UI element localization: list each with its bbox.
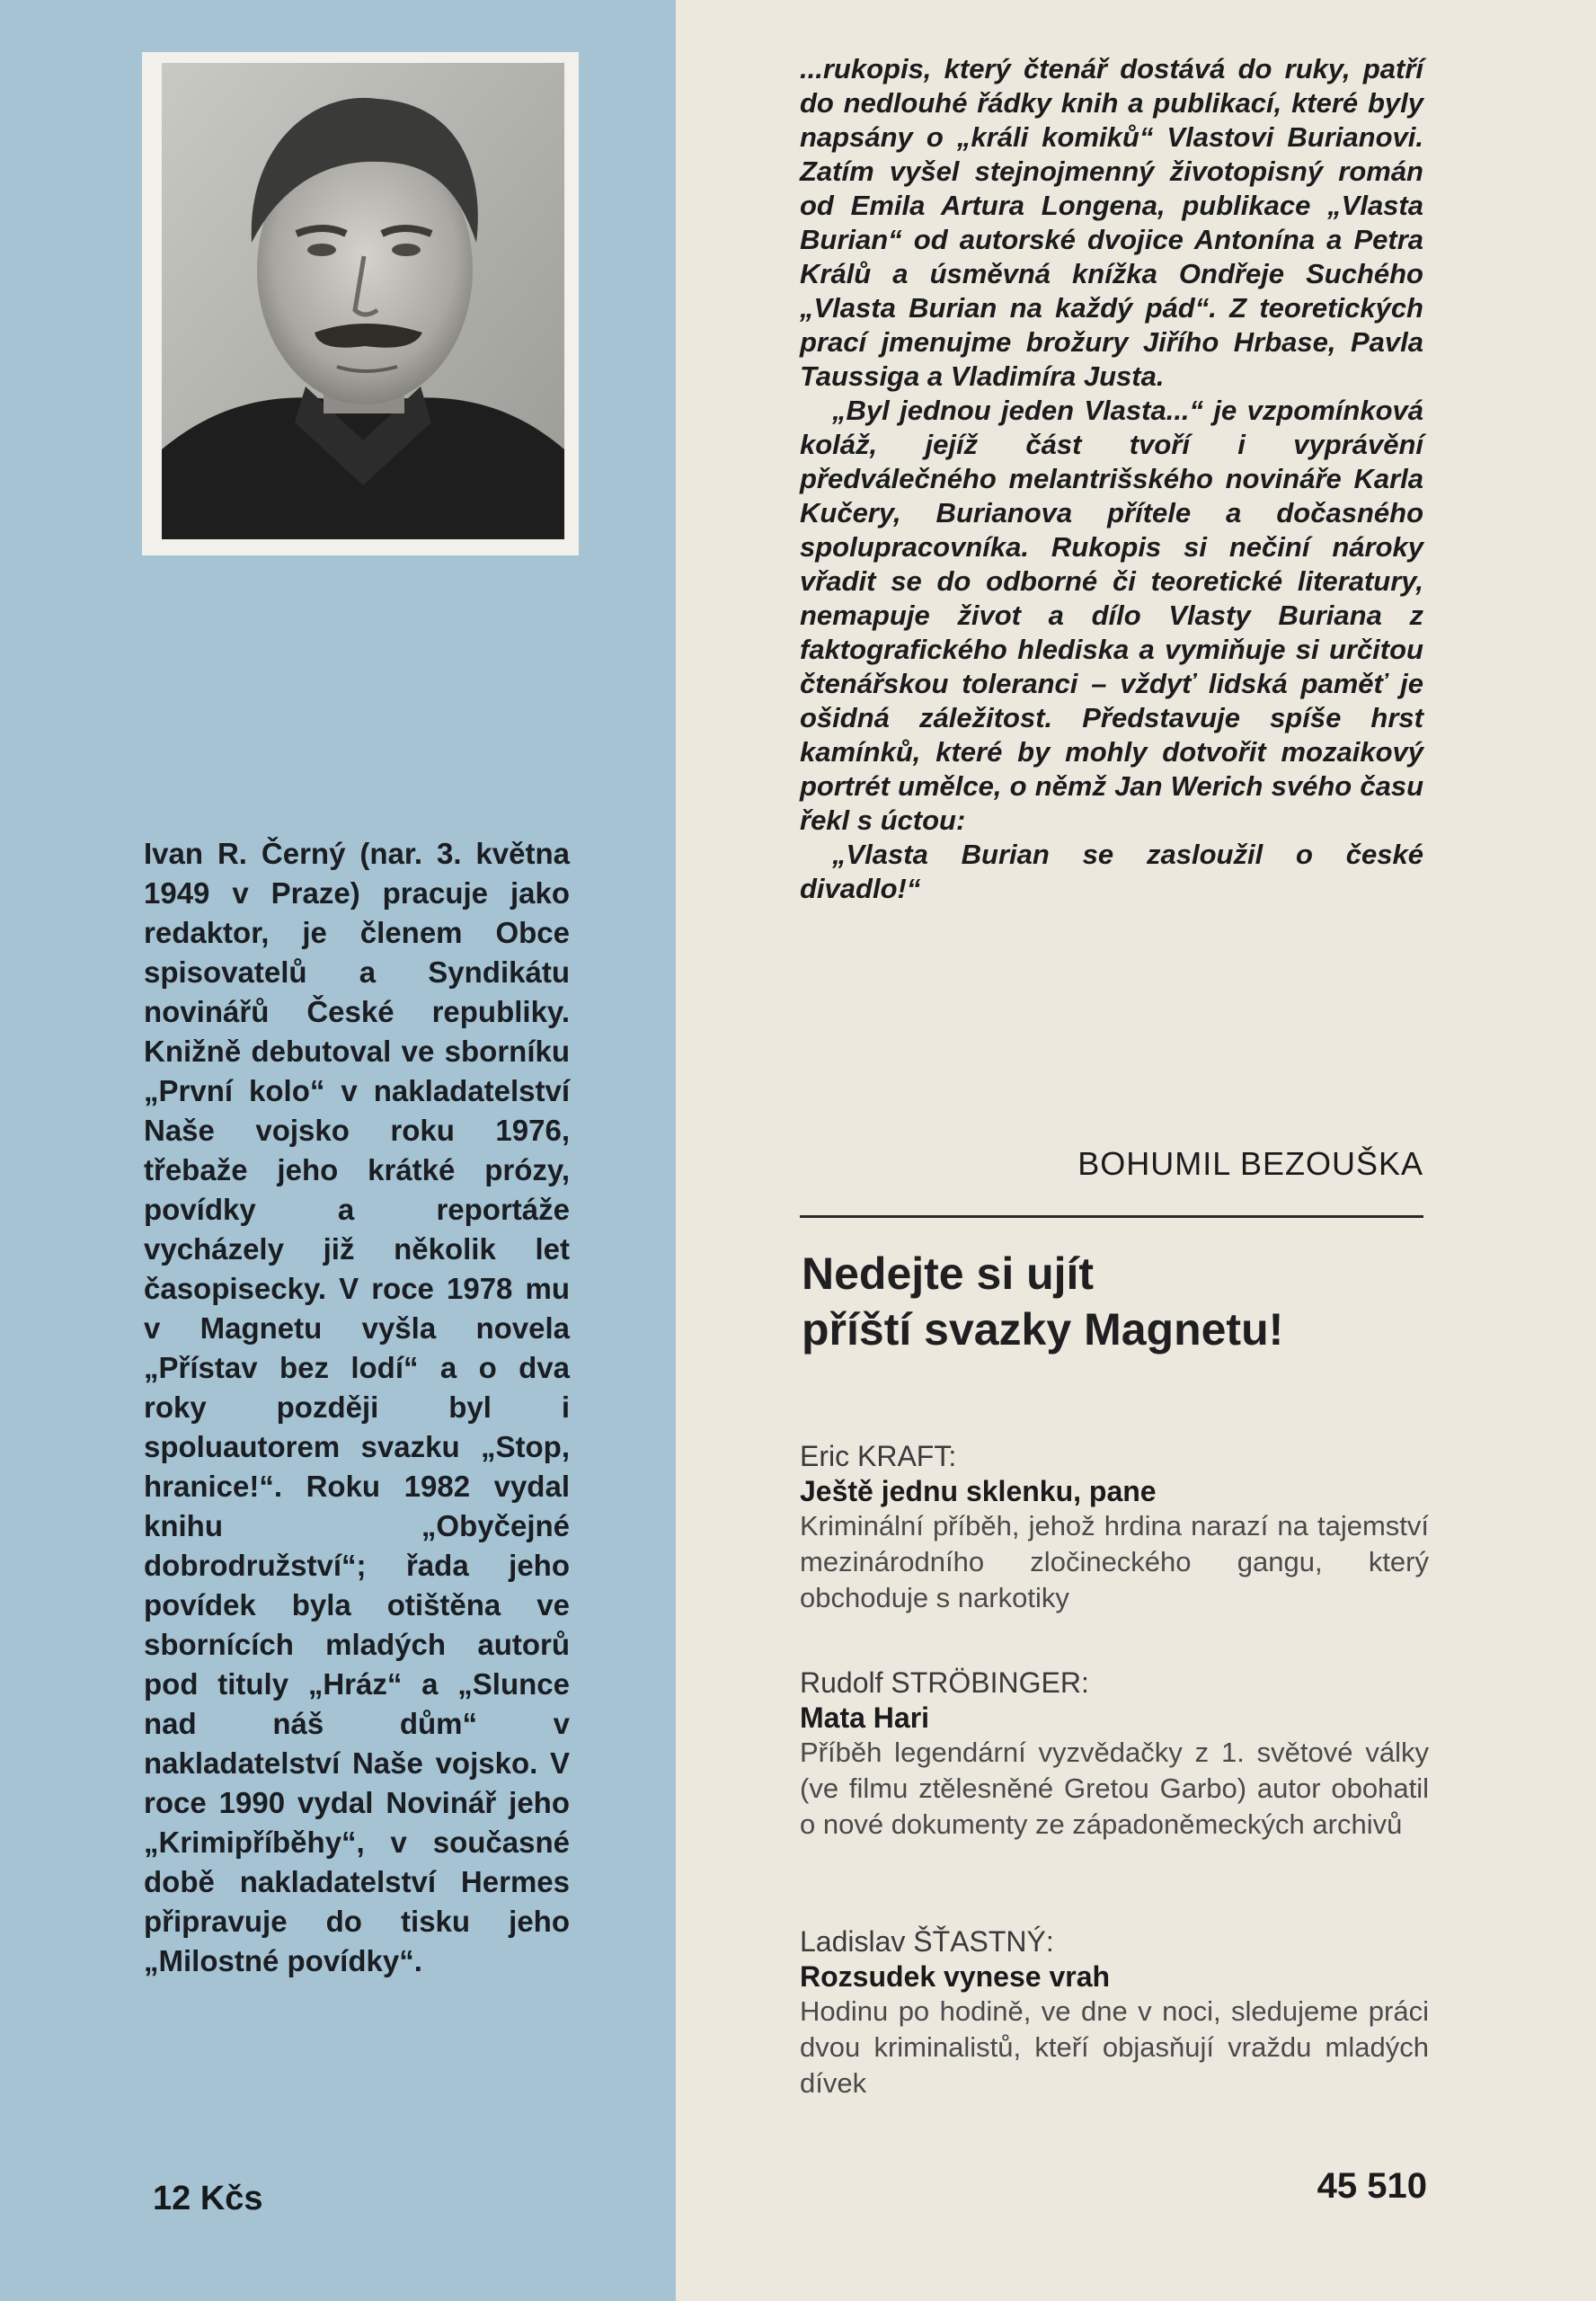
promo-heading-line-2: příští svazky Magnetu! — [802, 1304, 1284, 1355]
book-description: Hodinu po hodině, ve dne v noci, sledujeme práci dvou kriminalistů, kteří objasňují vraždu mladých dívek — [800, 1995, 1429, 2099]
section-divider — [800, 1215, 1423, 1218]
review-paragraph-1: ...rukopis, který čtenář dostává do ruky, patří do nedlouhé řádky knih a publikací, které byly napsány o „králi komiků“ Vlastovi Burianovi. Zatím vyšel stejnojmenný životopisný román od Emila Artura Longena, publikace „Vlasta Burian“ od autorské dvojice Antonína a Petra Králů a úsměvná knížka Ondřeje Suchého „Vlasta Burian na každý pád“. Z teoretických prací jmenujme brožury Jiřího Hrbase, Pavla Taussiga a Vladimíra Justa. — [800, 53, 1423, 392]
book-author: Rudolf STRÖBINGER: — [800, 1666, 1089, 1699]
book-author: Eric KRAFT: — [800, 1440, 957, 1472]
book-description: Kriminální příběh, jehož hrdina narazí na tajemství mezinárodního zločineckého gangu, který obchoduje s narkotiky — [800, 1510, 1429, 1613]
stock-number: 45 510 — [1317, 2166, 1427, 2206]
book-description: Příběh legendární vyzvědačky z 1. světové války (ve filmu ztělesněné Gretou Garbo) autor obohatil o nové dokumenty ze západoněmeckých archivů — [800, 1737, 1429, 1840]
book-title: Ještě jednu sklenku, pane — [800, 1475, 1157, 1507]
book-entry-kraft — [800, 1438, 1429, 1616]
book-title: Mata Hari — [800, 1701, 930, 1734]
review-quote: „Vlasta Burian se zasloužil o české divadlo!“ — [800, 839, 1423, 904]
promo-heading-line-1: Nedejte si ujít — [802, 1248, 1095, 1299]
price-label: 12 Kčs — [153, 2180, 263, 2217]
review-text — [800, 52, 1423, 906]
book-entry-stastny — [800, 1923, 1429, 2101]
review-paragraph-2: „Byl jednou jeden Vlasta...“ je vzpomínková koláž, jejíž část tvoří i vyprávění předválečného melantrišského novináře Karla Kučery, Burianova přítele a dočasného spolupracovníka. Rukopis si nečiní nároky vřadit se do odborné či teoretické literatury, nemapuje život a dílo Vlasty Buriana z faktografického hlediska a vymiňuje si určitou čtenářskou toleranci – vždyť lidská paměť je ošidná záležitost. Představuje spíše hrst kamínků, které by mohly dotvořit mozaikový portrét umělce, o němž Jan Werich svého času řekl s úctou: — [800, 395, 1423, 836]
book-author: Ladislav ŠŤASTNÝ: — [800, 1925, 1054, 1958]
author-photo — [162, 63, 564, 539]
promo-heading — [802, 1246, 1431, 1357]
review-signature: BOHUMIL BEZOUŠKA — [1077, 1145, 1423, 1182]
book-entry-strobinger — [800, 1665, 1429, 1843]
author-biography: Ivan R. Černý (nar. 3. května 1949 v Praze) pracuje jako redaktor, je členem Obce spisovatelů a Syndikátu novinářů České republiky. Knižně debutoval ve sborníku „První kolo“ v nakladatelství Naše vojsko roku 1976, třebaže jeho krátké prózy, povídky a reportáže vycházely již několik let časopisecky. V roce 1978 mu v Magnetu vyšla novela „Přístav bez lodí“ a o dva roky později byl i spoluautorem svazku „Stop, hranice!“. Roku 1982 vydal knihu „Obyčejné dobrodružství“; řada jeho povídek byla otištěna ve sbornících mladých autorů pod tituly „Hráz“ a „Slunce nad náš dům“ v nakladatelství Naše vojsko. V roce 1990 vydal Novinář jeho „Krimipříběhy“, v současné době nakladatelství Hermes připravuje do tisku jeho „Milostné povídky“. — [144, 837, 570, 1977]
book-title: Rozsudek vynese vrah — [800, 1960, 1111, 1993]
